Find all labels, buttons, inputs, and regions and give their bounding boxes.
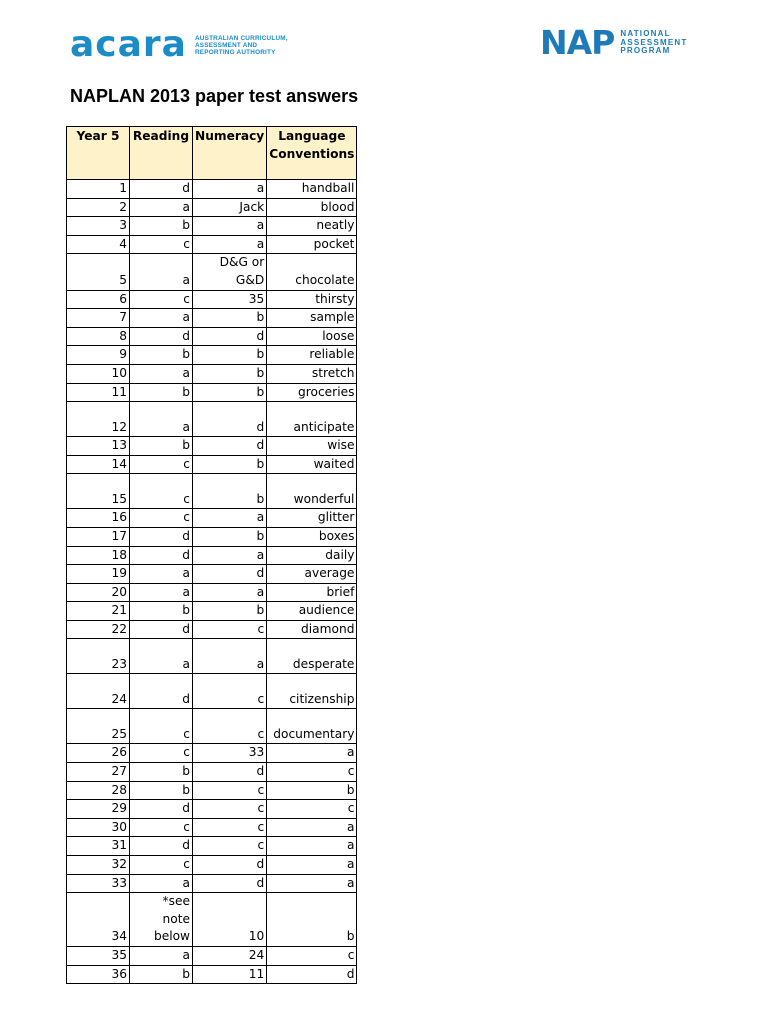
table-row — [67, 800, 357, 819]
question-number-cell: 22 — [67, 620, 130, 639]
reading-answer-cell: b — [130, 763, 193, 782]
column-header-language: Language Conventions — [267, 127, 357, 180]
language-answer-cell: stretch — [267, 364, 357, 383]
language-answer-cell: b — [267, 781, 357, 800]
question-number-cell: 20 — [67, 583, 130, 602]
question-number-cell: 30 — [67, 818, 130, 837]
column-header-reading: Reading — [130, 127, 193, 180]
acara-sub-line: REPORTING AUTHORITY — [194, 48, 276, 56]
numeracy-answer-cell: c — [193, 709, 267, 744]
question-number-cell: 2 — [67, 198, 130, 217]
reading-answer-cell: d — [130, 837, 193, 856]
table-row — [67, 546, 357, 565]
numeracy-answer-cell: D&G or G&D — [193, 254, 267, 290]
language-answer-cell: boxes — [267, 527, 357, 546]
numeracy-answer-cell: a — [193, 509, 267, 528]
numeracy-answer-cell: b — [193, 309, 267, 328]
table-row — [67, 763, 357, 782]
question-number-cell: 21 — [67, 602, 130, 621]
answers-table — [66, 126, 357, 984]
language-answer-cell: waited — [267, 455, 357, 474]
numeracy-answer-cell: c — [193, 620, 267, 639]
language-answer-cell: reliable — [267, 346, 357, 365]
nap-logo — [540, 24, 687, 62]
question-number-cell: 3 — [67, 217, 130, 236]
numeracy-answer-cell: c — [193, 818, 267, 837]
numeracy-answer-cell: a — [193, 583, 267, 602]
reading-answer-cell: b — [130, 383, 193, 402]
numeracy-answer-cell: d — [193, 874, 267, 893]
question-number-cell: 14 — [67, 455, 130, 474]
question-number-cell: 16 — [67, 509, 130, 528]
reading-answer-cell: c — [130, 818, 193, 837]
language-answer-cell: groceries — [267, 383, 357, 402]
table-row — [67, 217, 357, 236]
numeracy-answer-cell: c — [193, 674, 267, 709]
question-number-cell: 9 — [67, 346, 130, 365]
table-row — [67, 837, 357, 856]
reading-answer-cell: c — [130, 744, 193, 763]
table-row — [67, 639, 357, 674]
reading-answer-cell: c — [130, 235, 193, 254]
reading-answer-cell: d — [130, 800, 193, 819]
language-answer-cell: average — [267, 565, 357, 584]
language-answer-cell: documentary — [267, 709, 357, 744]
table-row — [67, 709, 357, 744]
language-answer-cell: a — [267, 818, 357, 837]
question-number-cell: 5 — [67, 254, 130, 290]
question-number-cell: 29 — [67, 800, 130, 819]
table-row — [67, 509, 357, 528]
table-row — [67, 583, 357, 602]
language-answer-cell: desperate — [267, 639, 357, 674]
reading-answer-cell: *see note below — [130, 893, 193, 947]
question-number-cell: 23 — [67, 639, 130, 674]
reading-answer-cell: c — [130, 290, 193, 309]
table-row — [67, 235, 357, 254]
table-row — [67, 856, 357, 875]
reading-answer-cell: b — [130, 217, 193, 236]
question-number-cell: 1 — [67, 180, 130, 199]
numeracy-answer-cell: 35 — [193, 290, 267, 309]
table-row — [67, 327, 357, 346]
reading-answer-cell: c — [130, 455, 193, 474]
question-number-cell: 26 — [67, 744, 130, 763]
question-number-cell: 36 — [67, 965, 130, 984]
language-answer-cell: c — [267, 763, 357, 782]
numeracy-answer-cell: b — [193, 474, 267, 509]
question-number-cell: 15 — [67, 474, 130, 509]
language-answer-cell: c — [267, 800, 357, 819]
numeracy-answer-cell: d — [193, 437, 267, 456]
numeracy-answer-cell: b — [193, 602, 267, 621]
column-header-numeracy: Numeracy — [193, 127, 267, 180]
table-row — [67, 527, 357, 546]
reading-answer-cell: c — [130, 709, 193, 744]
nap-sub-line: ASSESSMENT — [620, 37, 688, 47]
question-number-cell: 6 — [67, 290, 130, 309]
acara-subtitle — [195, 35, 288, 56]
table-row — [67, 818, 357, 837]
numeracy-answer-cell: d — [193, 763, 267, 782]
question-number-cell: 11 — [67, 383, 130, 402]
numeracy-answer-cell: b — [193, 455, 267, 474]
table-row — [67, 565, 357, 584]
question-number-cell: 24 — [67, 674, 130, 709]
acara-sub-line: AUSTRALIAN CURRICULUM, — [194, 34, 288, 42]
numeracy-answer-cell: b — [193, 527, 267, 546]
numeracy-answer-cell: a — [193, 235, 267, 254]
language-answer-cell: neatly — [267, 217, 357, 236]
question-number-cell: 7 — [67, 309, 130, 328]
numeracy-answer-cell: a — [193, 180, 267, 199]
reading-answer-cell: b — [130, 346, 193, 365]
table-row — [67, 455, 357, 474]
table-row — [67, 198, 357, 217]
table-row — [67, 383, 357, 402]
language-answer-cell: b — [267, 893, 357, 947]
language-answer-cell: glitter — [267, 509, 357, 528]
column-header-year: Year 5 — [67, 127, 130, 180]
numeracy-answer-cell: d — [193, 856, 267, 875]
table-row — [67, 402, 357, 437]
language-answer-cell: wonderful — [267, 474, 357, 509]
question-number-cell: 10 — [67, 364, 130, 383]
table-row — [67, 602, 357, 621]
numeracy-answer-cell: Jack — [193, 198, 267, 217]
table-row — [67, 620, 357, 639]
numeracy-answer-cell: 33 — [193, 744, 267, 763]
nap-sub-line: PROGRAM — [620, 46, 671, 56]
question-number-cell: 25 — [67, 709, 130, 744]
reading-answer-cell: a — [130, 639, 193, 674]
table-row — [67, 437, 357, 456]
nap-subtitle — [620, 30, 687, 56]
numeracy-answer-cell: d — [193, 402, 267, 437]
language-answer-cell: d — [267, 965, 357, 984]
language-answer-cell: c — [267, 947, 357, 966]
table-row — [67, 309, 357, 328]
reading-answer-cell: d — [130, 674, 193, 709]
question-number-cell: 31 — [67, 837, 130, 856]
page-title: NAPLAN 2013 paper test answers — [70, 86, 359, 106]
numeracy-answer-cell: a — [193, 546, 267, 565]
acara-wordmark: acara — [70, 24, 187, 65]
reading-answer-cell: b — [130, 781, 193, 800]
reading-answer-cell: a — [130, 198, 193, 217]
table-row — [67, 290, 357, 309]
question-number-cell: 12 — [67, 402, 130, 437]
numeracy-answer-cell: 11 — [193, 965, 267, 984]
language-answer-cell: a — [267, 856, 357, 875]
table-row — [67, 364, 357, 383]
reading-answer-cell: a — [130, 254, 193, 290]
reading-answer-cell: a — [130, 583, 193, 602]
reading-answer-cell: c — [130, 474, 193, 509]
question-number-cell: 27 — [67, 763, 130, 782]
question-number-cell: 32 — [67, 856, 130, 875]
language-answer-cell: loose — [267, 327, 357, 346]
table-row — [67, 180, 357, 199]
nap-sub-line: NATIONAL — [620, 29, 671, 39]
numeracy-answer-cell: c — [193, 837, 267, 856]
table-row — [67, 346, 357, 365]
table-row — [67, 947, 357, 966]
language-answer-cell: citizenship — [267, 674, 357, 709]
reading-answer-cell: a — [130, 402, 193, 437]
language-answer-cell: a — [267, 744, 357, 763]
numeracy-answer-cell: a — [193, 217, 267, 236]
language-answer-cell: a — [267, 874, 357, 893]
table-row — [67, 674, 357, 709]
table-row — [67, 781, 357, 800]
numeracy-answer-cell: b — [193, 346, 267, 365]
reading-answer-cell: d — [130, 327, 193, 346]
table-header-row — [67, 127, 357, 180]
question-number-cell: 4 — [67, 235, 130, 254]
language-answer-cell: daily — [267, 546, 357, 565]
question-number-cell: 17 — [67, 527, 130, 546]
question-number-cell: 28 — [67, 781, 130, 800]
table-row — [67, 474, 357, 509]
acara-logo — [70, 24, 288, 65]
reading-answer-cell: b — [130, 602, 193, 621]
language-answer-cell: a — [267, 837, 357, 856]
question-number-cell: 33 — [67, 874, 130, 893]
reading-answer-cell: d — [130, 546, 193, 565]
numeracy-answer-cell: b — [193, 383, 267, 402]
question-number-cell: 34 — [67, 893, 130, 947]
table-row — [67, 874, 357, 893]
reading-answer-cell: a — [130, 947, 193, 966]
language-answer-cell: wise — [267, 437, 357, 456]
language-answer-cell: sample — [267, 309, 357, 328]
table-row — [67, 893, 357, 947]
reading-answer-cell: d — [130, 180, 193, 199]
reading-answer-cell: d — [130, 527, 193, 546]
numeracy-answer-cell: d — [193, 565, 267, 584]
language-answer-cell: brief — [267, 583, 357, 602]
reading-answer-cell: c — [130, 509, 193, 528]
reading-answer-cell: d — [130, 620, 193, 639]
numeracy-answer-cell: d — [193, 327, 267, 346]
reading-answer-cell: a — [130, 874, 193, 893]
table-row — [67, 254, 357, 290]
language-answer-cell: thirsty — [267, 290, 357, 309]
language-answer-cell: pocket — [267, 235, 357, 254]
language-answer-cell: handball — [267, 180, 357, 199]
language-answer-cell: anticipate — [267, 402, 357, 437]
question-number-cell: 13 — [67, 437, 130, 456]
acara-sub-line: ASSESSMENT AND — [194, 41, 258, 49]
reading-answer-cell: a — [130, 364, 193, 383]
reading-answer-cell: b — [130, 965, 193, 984]
numeracy-answer-cell: 24 — [193, 947, 267, 966]
table-row — [67, 744, 357, 763]
question-number-cell: 35 — [67, 947, 130, 966]
reading-answer-cell: a — [130, 309, 193, 328]
language-answer-cell: chocolate — [267, 254, 357, 290]
reading-answer-cell: c — [130, 856, 193, 875]
question-number-cell: 8 — [67, 327, 130, 346]
question-number-cell: 19 — [67, 565, 130, 584]
language-answer-cell: diamond — [267, 620, 357, 639]
numeracy-answer-cell: a — [193, 639, 267, 674]
numeracy-answer-cell: b — [193, 364, 267, 383]
answers-body — [67, 180, 357, 984]
numeracy-answer-cell: 10 — [193, 893, 267, 947]
numeracy-answer-cell: c — [193, 800, 267, 819]
numeracy-answer-cell: c — [193, 781, 267, 800]
reading-answer-cell: b — [130, 437, 193, 456]
table-row — [67, 965, 357, 984]
nap-wordmark: NAP — [540, 23, 615, 62]
reading-answer-cell: a — [130, 565, 193, 584]
question-number-cell: 18 — [67, 546, 130, 565]
language-answer-cell: audience — [267, 602, 357, 621]
language-answer-cell: blood — [267, 198, 357, 217]
